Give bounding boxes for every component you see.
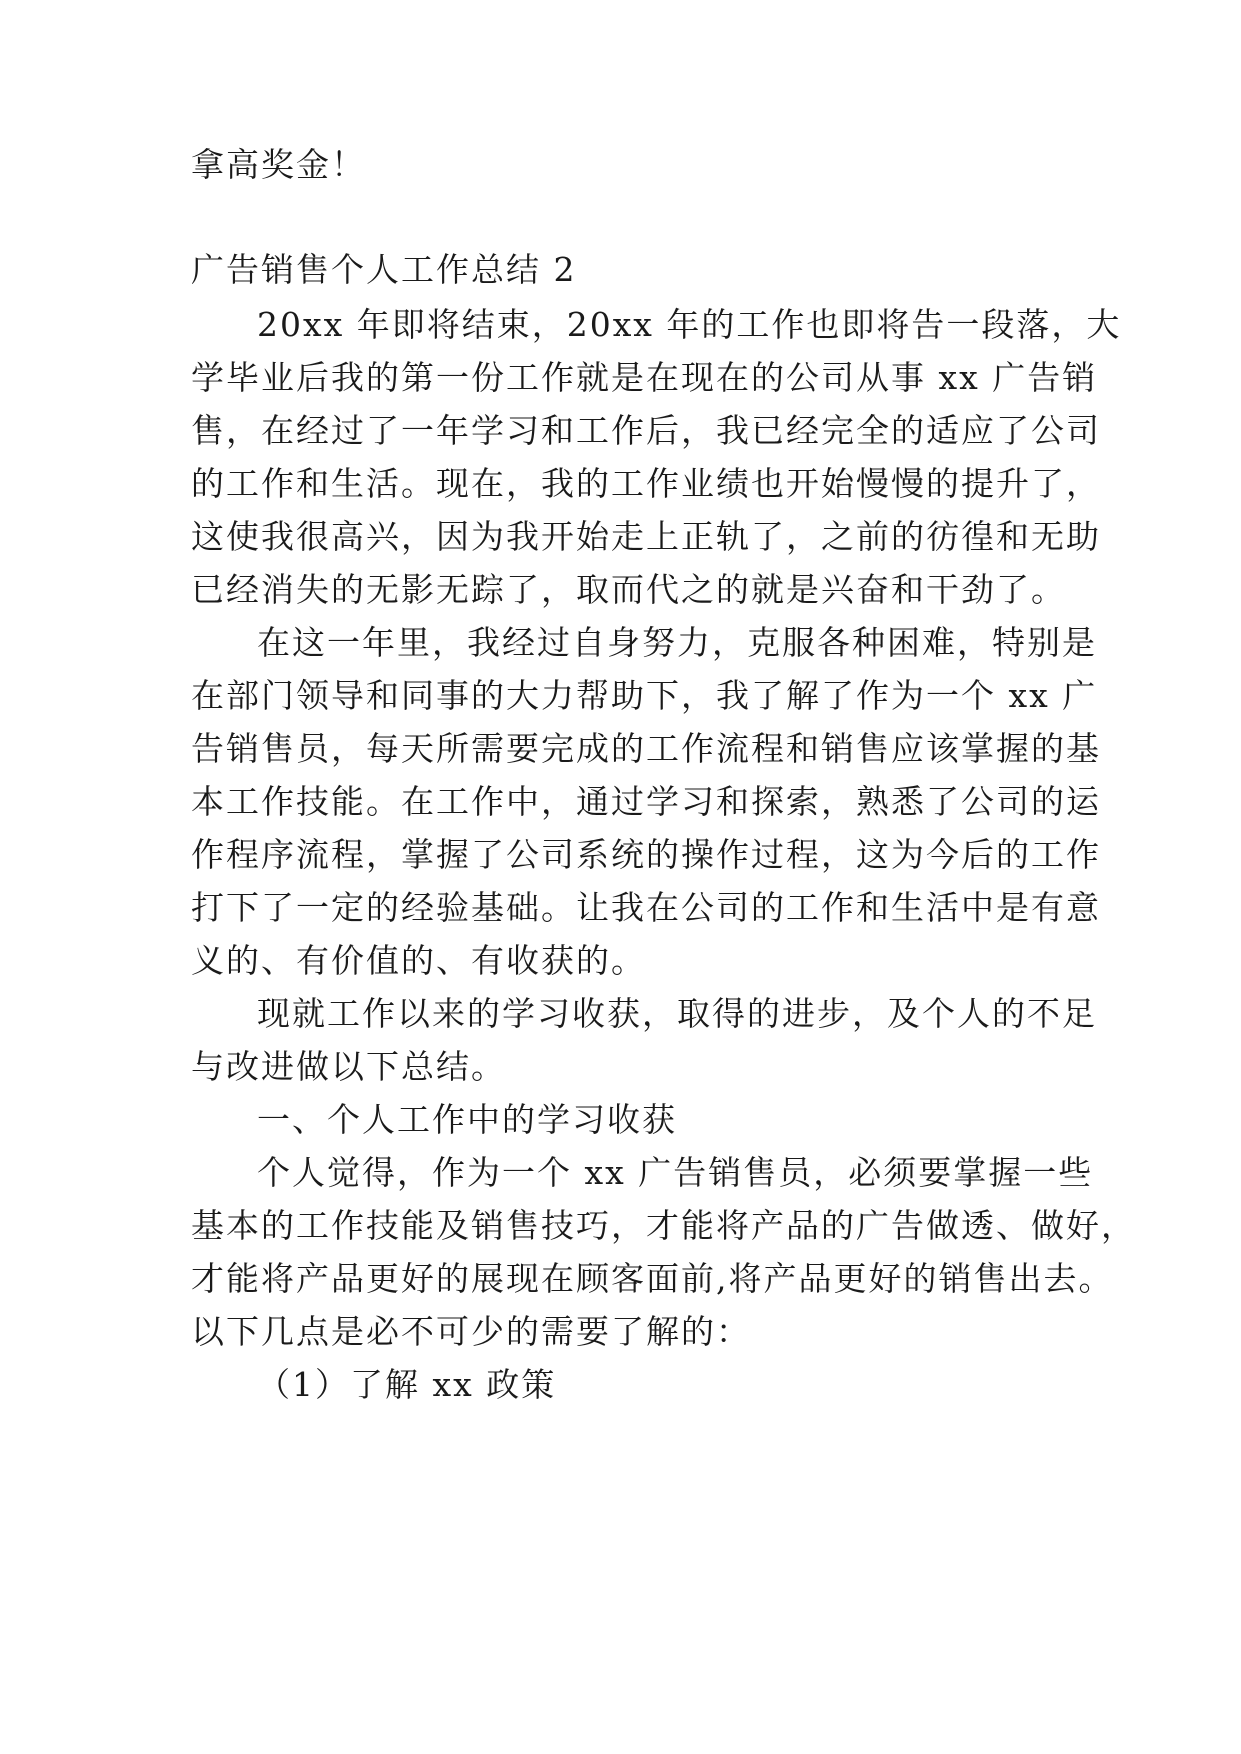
paragraph-line: 在部门领导和同事的大力帮助下，我了解了作为一个 xx 广 <box>191 676 1098 715</box>
paragraph-line: 义的、有价值的、有收获的。 <box>191 941 646 980</box>
subheading-line: 一、个人工作中的学习收获 <box>257 1100 677 1139</box>
paragraph-line: 售，在经过了一年学习和工作后，我已经完全的适应了公司 <box>191 411 1101 450</box>
top-line: 拿高奖金！ <box>191 145 366 184</box>
paragraph-line: 才能将产品更好的展现在顾客面前,将产品更好的销售出去。 <box>191 1259 1114 1298</box>
paragraph-line: 以下几点是必不可少的需要了解的： <box>191 1312 751 1351</box>
paragraph-line: 基本的工作技能及销售技巧，才能将产品的广告做透、做好， <box>191 1206 1136 1245</box>
section-heading: 广告销售个人工作总结 2 <box>191 250 577 289</box>
paragraph-line: 已经消失的无影无踪了，取而代之的就是兴奋和干劲了。 <box>191 570 1066 609</box>
document-body <box>191 0 1136 1754</box>
paragraph-line: 打下了一定的经验基础。让我在公司的工作和生活中是有意 <box>191 888 1101 927</box>
paragraph-line: 这使我很高兴，因为我开始走上正轨了，之前的彷徨和无助 <box>191 517 1101 556</box>
paragraph-line: 告销售员，每天所需要完成的工作流程和销售应该掌握的基 <box>191 729 1101 768</box>
paragraph-line: 与改进做以下总结。 <box>191 1047 506 1086</box>
paragraph-line: 20xx 年即将结束，20xx 年的工作也即将告一段落，大 <box>257 305 1122 344</box>
paragraph-line: 在这一年里，我经过自身努力，克服各种困难，特别是 <box>257 623 1097 662</box>
paragraph-line: 学毕业后我的第一份工作就是在现在的公司从事 xx 广告销 <box>191 358 1098 397</box>
list-item-line: （1）了解 xx 政策 <box>257 1365 557 1404</box>
paragraph-line: 的工作和生活。现在，我的工作业绩也开始慢慢的提升了， <box>191 464 1101 503</box>
paragraph-line: 个人觉得，作为一个 xx 广告销售员，必须要掌握一些 <box>257 1153 1094 1192</box>
paragraph-line: 作程序流程，掌握了公司系统的操作过程，这为今后的工作 <box>191 835 1101 874</box>
paragraph-line: 本工作技能。在工作中，通过学习和探索，熟悉了公司的运 <box>191 782 1101 821</box>
paragraph-line: 现就工作以来的学习收获，取得的进步，及个人的不足 <box>257 994 1097 1033</box>
